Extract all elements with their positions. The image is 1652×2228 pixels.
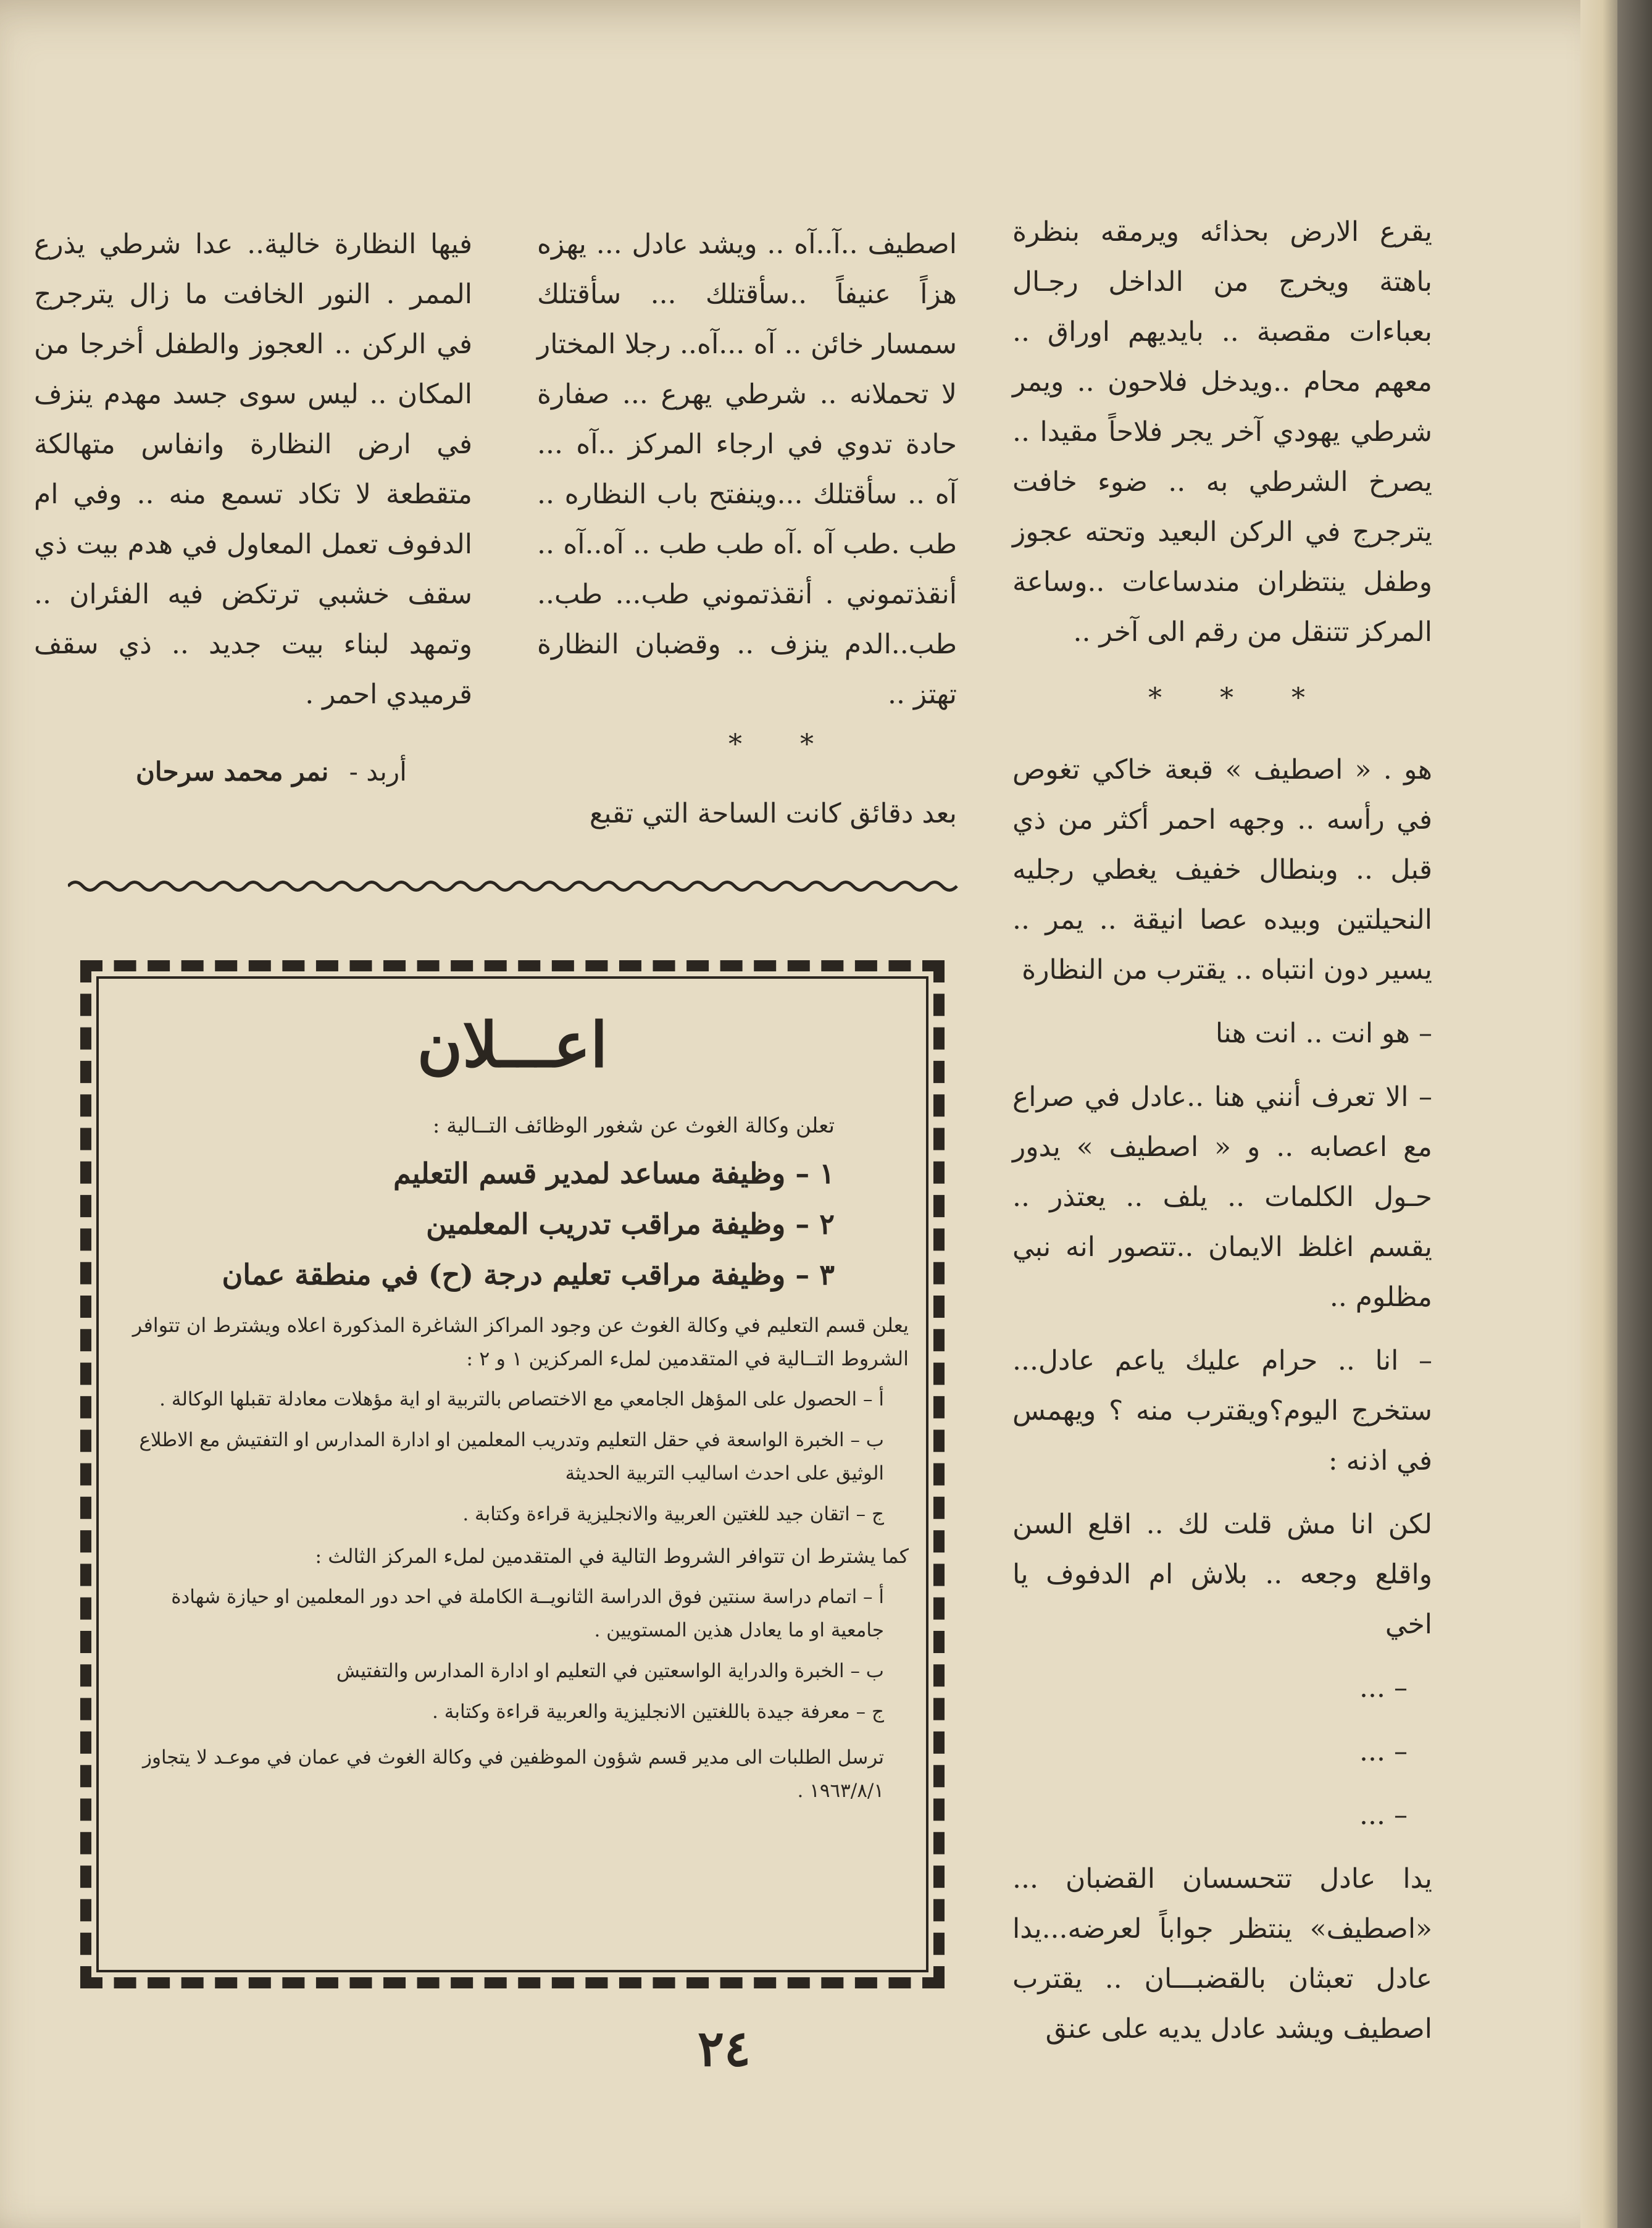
ellipsis-line: – ... <box>1359 1799 1408 1831</box>
paragraph: فيها النظارة خالية.. عدا شرطي يذرع الممر . النور الخافت ما زال يترجرج في الركن .. العجوز والطفل أخرجا من المكان .. ليس سوى جسد مهدم ينزف في ارض النظارة وانفاس متهالكة متقطعة لا تكاد تسمع منه .. وفي ام الدفوف تعمل المعاول في هدم بيت ذي سقف خشبي ترتكض فيه الفئران .. وتمهد لبناء بيت جديد .. ذي سقف قرميدي احمر . <box>34 228 472 710</box>
dialogue-line: لكن انا مش قلت لك .. اقلع السن واقلع وجعه .. بلاش ام الدفوف يا اخي <box>1012 1509 1432 1640</box>
ad-condition: ج – اتقان جيد للغتين العربية والانجليزية قراءة وكتابة . <box>462 1503 884 1525</box>
job-title: ١ – وظيفة مساعد لمدير قسم التعليم <box>393 1157 835 1190</box>
section-separator: * * <box>728 729 838 760</box>
paragraph: بعد دقائق كانت الساحة التي تقبع <box>589 798 957 829</box>
signature-place: أربد - <box>349 756 407 787</box>
ellipsis-line: – ... <box>1359 1672 1408 1704</box>
ad-paragraph: يعلن قسم التعليم في وكالة الغوث عن وجود المراكز الشاغرة المذكورة اعلاه ويشترط ان تتوافر الشروط التــالية في المتقدمين لملء المركزين ١ و ٢ : <box>132 1313 909 1370</box>
ad-intro: تعلن وكالة الغوث عن شغور الوظائف التــالية : <box>432 1113 835 1138</box>
ad-condition: أ – اتمام دراسة سنتين فوق الدراسة الثانويــة الكاملة في احد دور المعلمين او حيازة شهادة جامعية او ما يعادل هذين المستويين . <box>171 1586 884 1641</box>
column-right <box>1012 207 1432 2067</box>
page-number: ٢٤ <box>698 2019 751 2077</box>
page-edge <box>1580 0 1617 2228</box>
dialogue-line: – انا .. حرام عليك ياعم عادل... ستخرج اليوم؟ويقترب منه ؟ ويهمس في اذنه : <box>1012 1345 1432 1476</box>
dialogue-line: – هو انت .. انت هنا <box>1215 1018 1432 1049</box>
ad-condition: ب – الخبرة والدراية الواسعتين في التعليم او ادارة المدارس والتفتيش <box>336 1660 884 1682</box>
ad-condition: ب – الخبرة الواسعة في حقل التعليم وتدريب المعلمين او ادارة المدارس او التفتيش مع الاطلاع الوثيق على احدث اساليب التربية الحديثة <box>139 1429 884 1485</box>
ad-title: اعـــلان <box>417 1008 608 1081</box>
paragraph: يقرع الارض بحذائه ويرمقه بنظرة باهتة ويخرج من الداخل رجـال بعباءات مقصبة .. بايديهم اوراق .. معهم محام ..ويدخل فلاحون .. ويمر شرطي يهودي آخر يجر فلاحاً مقيدا .. يصرخ الشرطي به .. ضوء خافت يترجرج في الركن البعيد وتحته عجوز وطفل ينتظران مندساعات ..وساعة المركز تتنقل من رقم الى آخر .. <box>1012 216 1432 648</box>
job-title: ٢ – وظيفة مراقب تدريب المعلمين <box>426 1207 835 1241</box>
signature-author: نمر محمد سرحان <box>136 756 329 787</box>
paragraph: هو . « اصطيف » قبعة خاكي تغوص في رأسه .. وجهه احمر أكثر من ذي قبل .. وبنطال خفيف يغطي رجليه النحيلتين وبيده عصا انيقة .. يمر .. يسير دون انتباه .. يقترب من النظارة <box>1012 754 1432 986</box>
author-signature <box>136 756 407 787</box>
job-advertisement <box>80 960 945 1988</box>
column-left <box>34 219 472 733</box>
ad-condition: ج – معرفة جيدة باللغتين الانجليزية والعربية قراءة وكتابة . <box>432 1701 884 1723</box>
job-title: ٣ – وظيفة مراقب تعليم درجة (ح) في منطقة عمان <box>222 1258 835 1291</box>
paragraph: اصطيف ..آ..آه .. ويشد عادل ... يهزه هزاً عنيفاً ..سأقتلك ... سأقتلك سمسار خائن .. آه ...آه.. رجلا المختار لا تحملانه .. شرطي يهرع ... صفارة حادة تدوي في ارجاء المركز ..آه ... آه .. سأقتلك ...وينفتح باب النظاره .. طب .طب آه .آه طب طب .. آه..آه .. أنقذتموني . أنقذتموني طب... طب.. طب..الدم ينزف .. وقضبان النظارة تهتز .. <box>537 228 957 710</box>
ad-content <box>116 996 909 1953</box>
paragraph: يدا عادل تتحسسان القضبان ... «اصطيف» ينتظر جواباً لعرضه...يدا عادل تعبثان بالقضبـــان .. يقترب اصطيف ويشد عادل يديه على عنق <box>1012 1863 1432 2045</box>
ellipsis-line: – ... <box>1359 1736 1408 1767</box>
wavy-divider <box>68 877 963 895</box>
ad-note: ترسل الطلبات الى مدير قسم شؤون الموظفين في وكالة الغوث في عمان في موعـد لا يتجاوز ١٩٦٣/٨/١ . <box>143 1746 884 1802</box>
ad-condition: أ – الحصول على المؤهل الجامعي مع الاختصاص بالتربية او اية مؤهلات معادلة تقبلها الوكالة . <box>159 1388 884 1410</box>
ad-paragraph: كما يشترط ان تتوافر الشروط التالية في المتقدمين لملء المركز الثالث : <box>315 1544 909 1568</box>
section-separator: * * * <box>1148 682 1330 714</box>
background-edge <box>1617 0 1652 2228</box>
dialogue-line: – الا تعرف أنني هنا ..عادل في صراع مع اعصابه .. و « اصطيف » يدور حـول الكلمات .. يلف .. يعتذر .. يقسم اغلظ الايمان ..تتصور انه نبي مظلوم .. <box>1012 1081 1432 1313</box>
